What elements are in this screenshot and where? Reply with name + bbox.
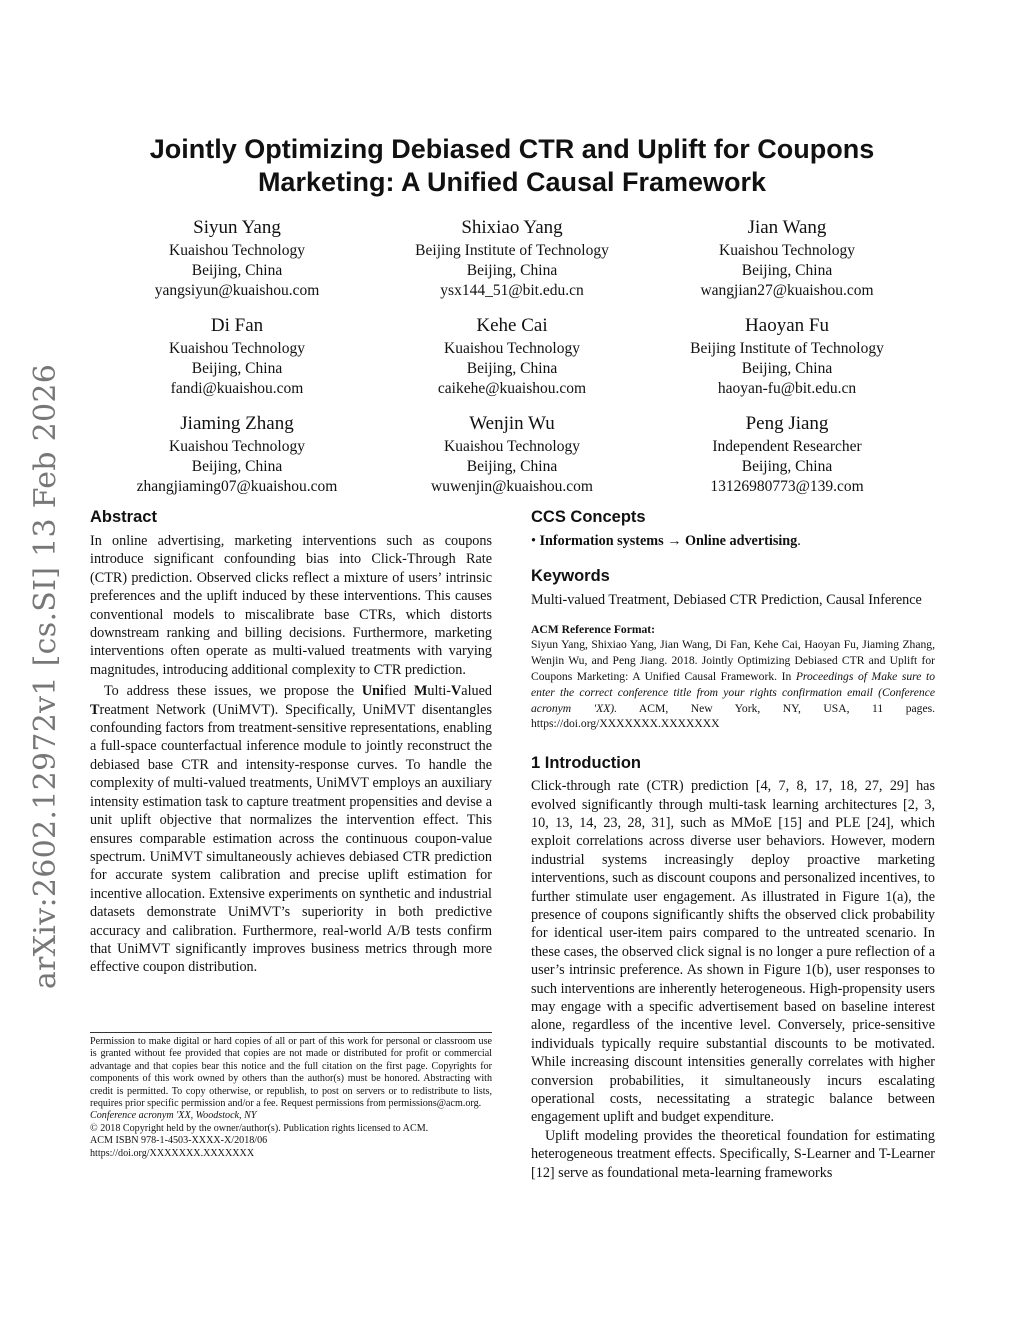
author-name: Siyun Yang [193, 217, 281, 238]
author-email[interactable]: 13126980773@139.com [710, 478, 864, 495]
copyright-line: © 2018 Copyright held by the owner/author(s). Publication rights licensed to ACM. [90, 1122, 429, 1134]
reference-text: Siyun Yang, Shixiao Yang, Jian Wang, Di Fan, Kehe Cai, Haoyan Fu, Jiaming Zhang, Wenjin Wu, and Peng Jiang. 2018. Jointly Optimizing Debiased CTR and Uplift for Coupons Marketing: A Unified Causal Framework. In [531, 638, 935, 683]
author-email[interactable]: wuwenjin@kuaishou.com [431, 478, 593, 495]
ccs-item-systems: Information systems [539, 533, 664, 549]
author-email[interactable]: wangjian27@kuaishou.com [700, 282, 874, 299]
author-name: Peng Jiang [745, 413, 829, 434]
isbn-line: ACM ISBN 978-1-4503-XXXX-X/2018/06 [90, 1135, 268, 1147]
title-line-2: Marketing: A Unified Causal Framework [257, 167, 767, 197]
author-affiliation: Kuaishou Technology [444, 438, 580, 455]
abstract-paragraph: In online advertising, marketing interventions such as coupons introduce significant confounding bias into Click-Through Rate (CTR) prediction. Observed clicks reflect a mixture of users’ intrinsic preferences and the uplift induced by these interventions. This causes conventional models to miscalibrate base CTRs, which distorts downstream ranking and billing decisions. Furthermore, marketing interventions often operate as multi-valued treatments with varying magnitudes, introducing additional complexity to CTR prediction. [90, 533, 492, 678]
reference-format-text [531, 637, 935, 732]
author-location: Beijing, China [466, 262, 558, 279]
author-name: Wenjin Wu [469, 413, 555, 434]
author-block [637, 412, 937, 497]
ccs-item-advertising: Online advertising [684, 533, 798, 549]
author-block [637, 314, 937, 399]
author-location: Beijing, China [466, 458, 558, 475]
reference-proceedings: Proceedings of Make sure to enter the correct conference title from your rights confirmation email (Conference acronym 'XX). [531, 669, 935, 715]
author-name: Haoyan Fu [745, 315, 829, 336]
title-line-1: Jointly Optimizing Debiased CTR and Uplift for Coupons [149, 134, 875, 164]
author-name: Shixiao Yang [461, 217, 563, 238]
permission-notice: Permission to make digital or hard copies of all or part of this work for personal or classroom use is granted without fee provided that copies are not made or distributed for profit or commercial advantage and that copies bear this notice and the full citation on the first page. Copyrights for components of this work owned by others than the author(s) must be honored. Abstracting with credit is permitted. To copy otherwise, or republish, to post on servers or to redistribute to lists, requires prior specific permission and/or a fee. Request permissions from permissions@acm.org. [90, 1036, 492, 1110]
abstract-section [90, 506, 492, 977]
author-email[interactable]: haoyan-fu@bit.edu.cn [717, 380, 857, 397]
author-location: Beijing, China [191, 458, 283, 475]
author-email[interactable]: zhangjiaming07@kuaishou.com [136, 478, 338, 495]
author-email[interactable]: caikehe@kuaishou.com [437, 380, 587, 397]
acronym-letter: M [413, 683, 428, 700]
arxiv-identifier-stamp [22, 363, 70, 989]
keywords-text: Multi-valued Treatment, Debiased CTR Prediction, Causal Inference [531, 592, 922, 609]
author-email[interactable]: ysx144_51@bit.edu.cn [440, 282, 584, 299]
author-name: Di Fan [210, 315, 264, 336]
arxiv-identifier-text: arXiv:2602.12972v1 [cs.SI] 13 Feb 2026 [28, 363, 64, 989]
bullet: • [531, 533, 536, 549]
introduction-heading: 1 Introduction [531, 754, 641, 773]
paper-title [100, 133, 924, 199]
author-affiliation: Beijing Institute of Technology [415, 242, 609, 259]
abstract-text: alued [461, 683, 492, 700]
author-location: Beijing, China [191, 360, 283, 377]
abstract-paragraph [90, 682, 492, 977]
acronym-letter: Uni [361, 683, 384, 700]
author-block [87, 216, 387, 301]
author-block [362, 412, 662, 497]
author-block [362, 314, 662, 399]
keywords-heading: Keywords [531, 567, 610, 586]
author-block [87, 314, 387, 399]
author-affiliation: Kuaishou Technology [169, 340, 305, 357]
author-name: Jian Wang [747, 217, 827, 238]
right-column [531, 506, 935, 1182]
doi-line[interactable]: https://doi.org/XXXXXXX.XXXXXXX [90, 1147, 255, 1159]
ccs-end: . [797, 533, 801, 549]
footnote-divider [90, 1032, 492, 1033]
reference-format-heading: ACM Reference Format: [531, 622, 656, 636]
author-email[interactable]: yangsiyun@kuaishou.com [154, 282, 320, 299]
author-affiliation: Kuaishou Technology [444, 340, 580, 357]
introduction-paragraph: Click-through rate (CTR) prediction [4, 7, 8, 17, 18, 27, 29] has evolved significantly through multi-task learning architectures [2, 3, 10, 13, 14, 23, 28, 31], such as MMoE [15] and PLE [24], which exploit correlations across diverse user behaviors. However, modern industrial systems increasingly deploy proactive marketing interventions, such as discount coupons and personalized incentives, to further stimulate user engagement. As illustrated in Figure 1(a), the presence of coupons significantly shifts the observed click probability for identical user-item pairs compared to the untreated scenario. In these cases, the observed click signal is no longer a pure reflection of a user’s intrinsic preference. As shown in Figure 1(b), user responses to such interventions are inherently heterogeneous. High-propensity users may engage with a specific advertisement based on baseline interest alone, regardless of the incentive level. Conversely, price-sensitive individuals typically require substantial discounts to be motivated. While increasing discount intensities generally correlates with higher conversion probabilities, it simultaneously incurs escalating operational costs, necessitating a strategic balance between engagement uplift and budget expenditure. [531, 778, 935, 1126]
author-email[interactable]: fandi@kuaishou.com [170, 380, 304, 397]
abstract-heading: Abstract [90, 508, 157, 526]
author-affiliation: Kuaishou Technology [169, 438, 305, 455]
author-name: Jiaming Zhang [180, 413, 294, 434]
author-block [362, 216, 662, 301]
ccs-heading: CCS Concepts [531, 508, 646, 526]
author-affiliation: Kuaishou Technology [719, 242, 855, 259]
ccs-concepts [531, 532, 935, 550]
reference-text: ACM, New York, NY, USA, 11 pages. https://doi.org/XXXXXXX.XXXXXXX [531, 701, 935, 731]
conference-line: Conference acronym 'XX, Woodstock, NY [90, 1110, 257, 1122]
abstract-text: ulti- [427, 683, 452, 700]
author-affiliation: Independent Researcher [712, 438, 862, 455]
introduction-paragraph: Uplift modeling provides the theoretical foundation for estimating heterogeneous treatment effects. Specifically, S-Learner and T-Learner [12] serve as foundational meta-learning frameworks [531, 1127, 935, 1181]
abstract-text: To address these issues, we propose the [104, 683, 362, 700]
abstract-text: fied [384, 683, 414, 700]
author-name: Kehe Cai [476, 315, 548, 336]
author-block [87, 412, 387, 497]
arrow-icon: → [667, 533, 682, 549]
author-location: Beijing, China [191, 262, 283, 279]
acronym-letter: T [90, 701, 100, 718]
author-affiliation: Beijing Institute of Technology [690, 340, 884, 357]
abstract-text: reatment Network (UniMVT). Specifically, UniMVT disentangles confounding factors from treatment-sensitive representations, enabling a full-space counterfactual inference module to jointly reconstruct the debiased base CTR and intensity-response curves. To handle the complexity of multi-valued treatments, UniMVT employs an auxiliary intensity estimation task to capture treatment propensities and devise a unit uplift objective that normalizes the intervention effect. This ensures comparable estimation across the continuous coupon-value spectrum. UniMVT simultaneously achieves debiased CTR prediction for accurate system calibration and precise uplift estimation for incentive allocation. Extensive experiments on synthetic and industrial datasets demonstrate UniMVT’s superiority in both predictive accuracy and calibration. Furthermore, real-world A/B tests confirm that UniMVT significantly improves business metrics through more effective coupon distribution. [90, 701, 492, 976]
author-location: Beijing, China [741, 262, 833, 279]
author-location: Beijing, China [466, 360, 558, 377]
author-block [637, 216, 937, 301]
author-affiliation: Kuaishou Technology [169, 242, 305, 259]
footnote-block [90, 1036, 492, 1160]
author-location: Beijing, China [741, 360, 833, 377]
acronym-letter: V [451, 683, 462, 700]
author-location: Beijing, China [741, 458, 833, 475]
